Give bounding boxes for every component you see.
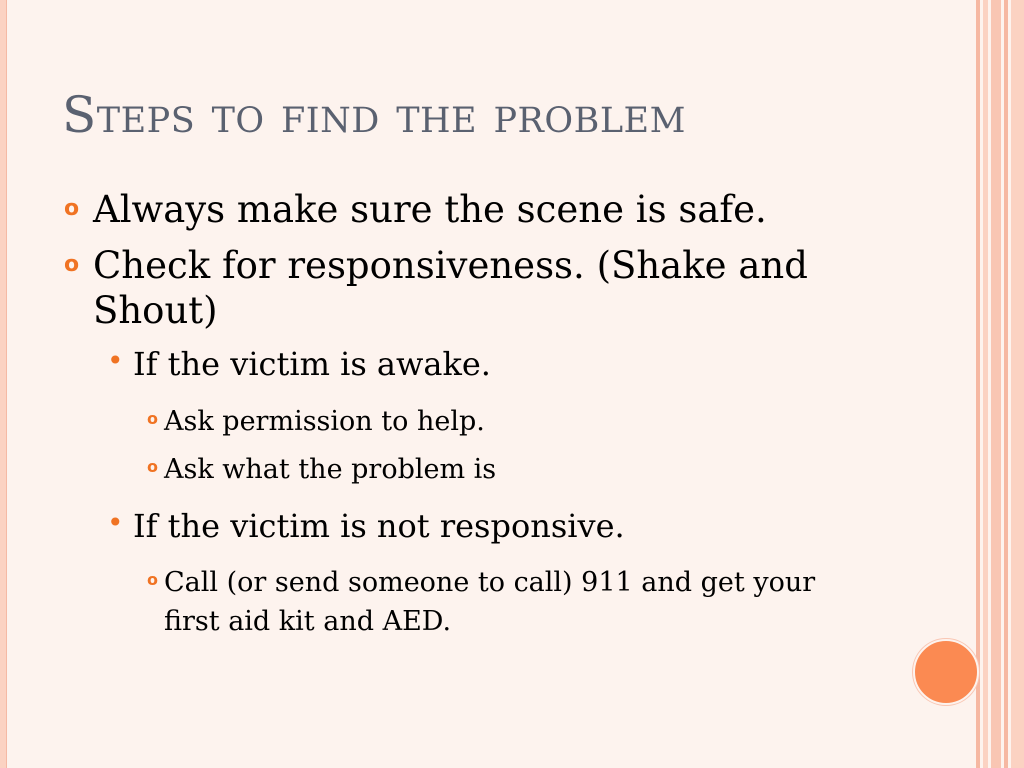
dot-bullet-icon: • <box>107 505 124 539</box>
bullet-text: Ask what the problem is <box>164 453 497 485</box>
ring-bullet-icon: o <box>64 196 80 221</box>
sub-sub-bullet-item <box>147 563 844 641</box>
bullet-list <box>60 188 860 651</box>
bullet-text: Call (or send someone to call) 911 and get your first aid kit and AED. <box>164 567 816 638</box>
bullet-item <box>60 244 860 333</box>
sub-bullet-item <box>107 345 860 383</box>
slide-title: Steps to find the problem <box>62 86 686 144</box>
ring-bullet-icon: o <box>147 570 158 590</box>
bullet-text: If the victim is awake. <box>133 345 491 384</box>
ring-bullet-icon: o <box>147 408 158 428</box>
ring-bullet-icon: o <box>147 456 158 476</box>
slide-right-stripe <box>991 0 1001 768</box>
accent-circle <box>913 639 979 705</box>
slide-left-border <box>0 0 7 768</box>
bullet-text: If the victim is not responsive. <box>133 506 625 545</box>
bullet-text: Check for responsiveness. (Shake and Shout) <box>93 244 808 332</box>
slide-right-stripe <box>983 0 988 768</box>
bullet-text: Ask permission to help. <box>164 405 485 437</box>
ring-bullet-icon: o <box>64 252 80 278</box>
sub-sub-bullet-item <box>147 450 860 489</box>
slide-right-stripe <box>976 0 980 768</box>
bullet-text: Always make sure the scene is safe. <box>93 188 767 231</box>
bullet-item <box>60 188 860 232</box>
dot-bullet-icon: • <box>107 344 124 378</box>
slide-right-stripe <box>1004 0 1008 768</box>
sub-bullet-item <box>107 507 860 545</box>
sub-sub-bullet-item <box>147 402 860 441</box>
slide-right-stripe <box>1011 0 1024 768</box>
